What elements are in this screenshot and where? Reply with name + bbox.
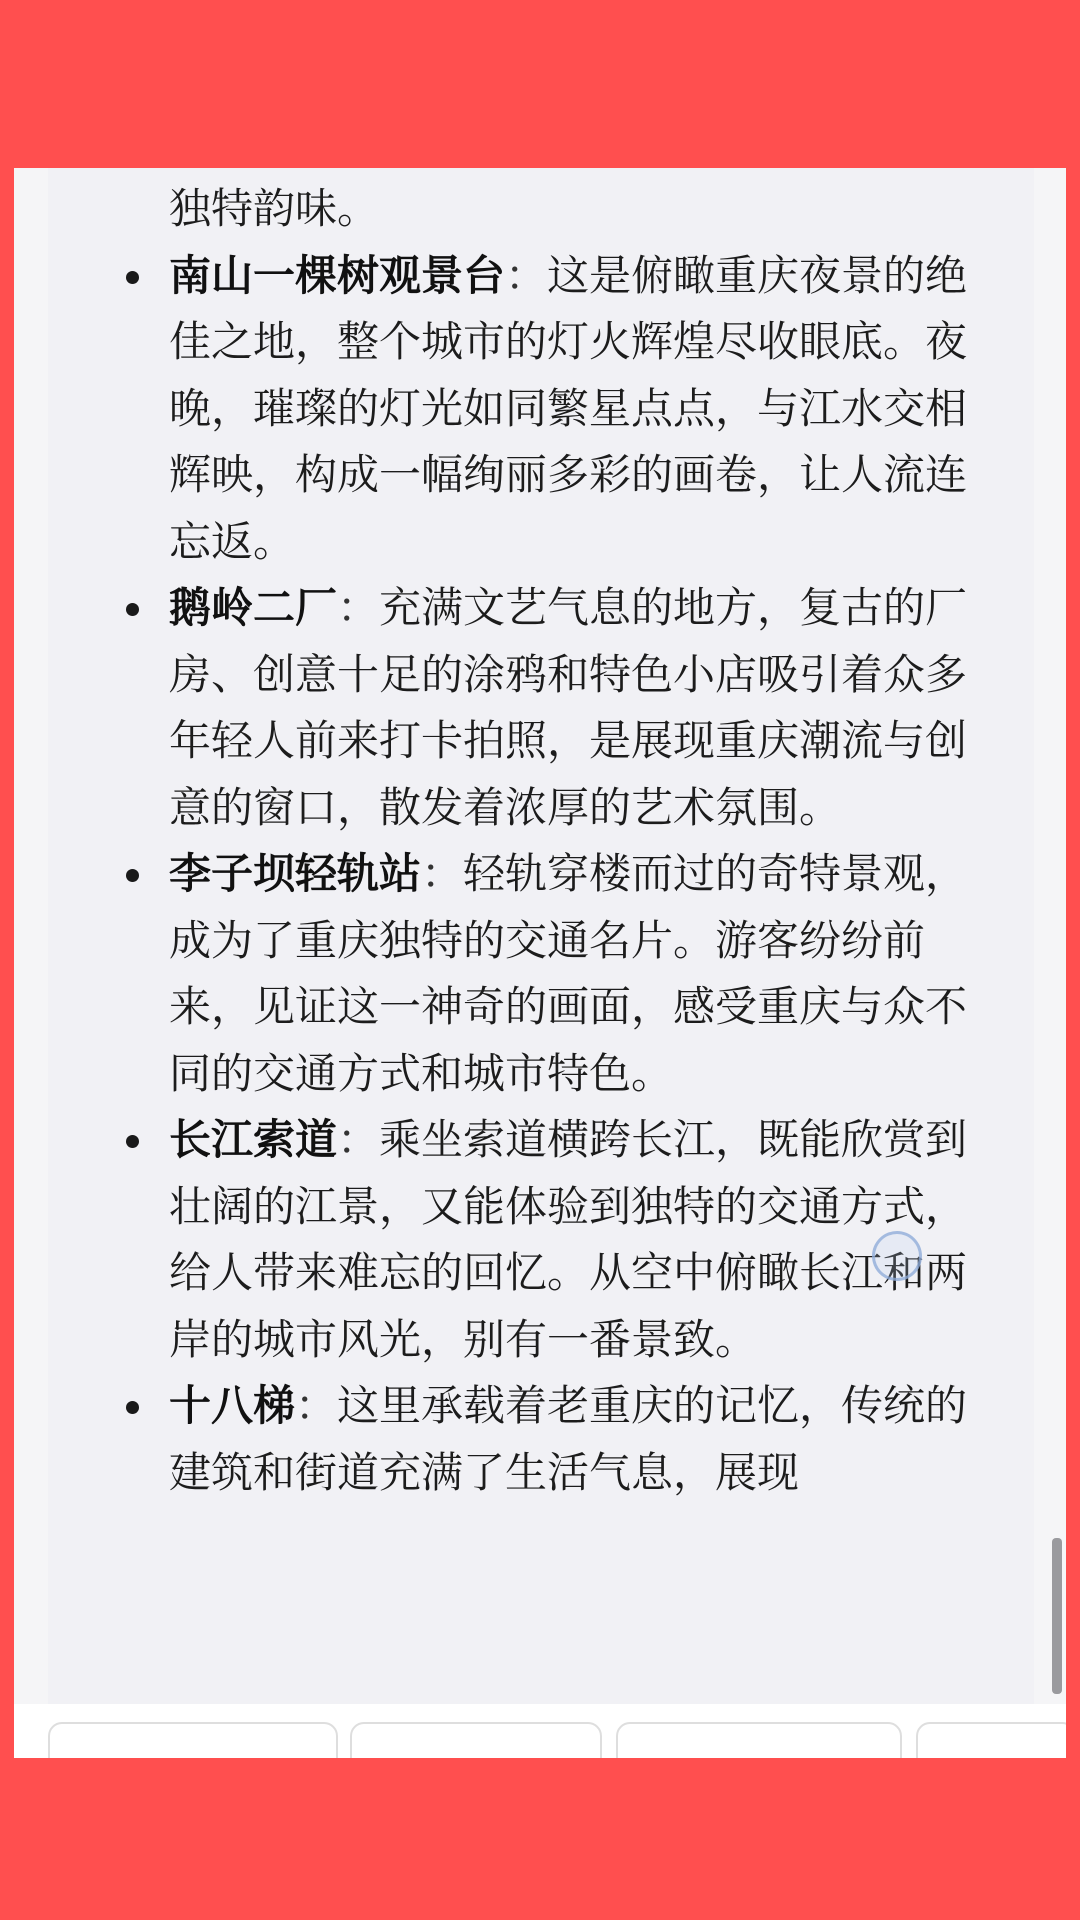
scrollbar-thumb[interactable] — [1052, 1538, 1062, 1694]
suggestion-chip[interactable] — [48, 1722, 338, 1758]
attraction-description: 这里承载着老重庆的记忆，传统的建筑和街道充满了生活气息，展现 — [169, 1381, 968, 1497]
attraction-description: 充满文艺气息的地方，复古的厂房、创意十足的涂鸦和特色小店吸引着众多年轻人前来打卡拍照，是展现重庆潮流与创意的窗口，散发着浓厚的艺术氛围。 — [169, 583, 968, 832]
screenshot-card — [14, 168, 1066, 1758]
list-item — [48, 1107, 969, 1373]
suggestion-chip[interactable] — [350, 1722, 602, 1758]
list-item — [48, 841, 969, 1107]
article-content[interactable] — [48, 168, 1034, 1704]
bullet-icon — [126, 869, 139, 882]
bullet-icon — [126, 1135, 139, 1148]
bullet-icon — [126, 271, 139, 284]
attraction-separator: ： — [337, 583, 380, 632]
list-item — [48, 243, 969, 576]
touch-indicator-icon — [872, 1231, 922, 1281]
attraction-name: 南山一棵树观景台 — [169, 250, 506, 300]
bottom-fade — [48, 1658, 1034, 1704]
bullet-icon — [126, 1401, 139, 1414]
suggestion-chip[interactable] — [916, 1722, 1066, 1758]
attraction-name: 长江索道 — [169, 1115, 338, 1164]
list-item — [48, 575, 969, 841]
attraction-name: 鹅岭二厂 — [169, 583, 338, 632]
suggestion-chips-bar — [14, 1704, 1066, 1758]
attraction-separator: ： — [337, 1115, 380, 1164]
attraction-name: 李子坝轻轨站 — [169, 849, 422, 898]
attraction-description: 乘坐索道横跨长江，既能欣赏到壮阔的江景，又能体验到独特的交通方式，给人带来难忘的回忆。从空中俯瞰长江和两岸的城市风光，别有一番景致。 — [169, 1115, 968, 1364]
attraction-separator: ： — [505, 250, 548, 300]
paragraph-continuation: 独特韵味。 — [169, 184, 380, 233]
attraction-list — [48, 243, 1008, 1507]
article-body — [48, 176, 1008, 1506]
attraction-separator: ： — [421, 849, 464, 898]
scrollbar[interactable] — [1044, 168, 1066, 1758]
bullet-icon — [126, 603, 139, 616]
attraction-description: 轻轨穿楼而过的奇特景观，成为了重庆独特的交通名片。游客纷纷前来，见证这一神奇的画面，感受重庆与众不同的交通方式和城市特色。 — [169, 849, 968, 1098]
list-item — [48, 1373, 969, 1506]
attraction-description: 这是俯瞰重庆夜景的绝佳之地，整个城市的灯火辉煌尽收眼底。夜晚，璀璨的灯光如同繁星点点，与江水交相辉映，构成一幅绚丽多彩的画卷，让人流连忘返。 — [169, 250, 968, 566]
suggestion-chip[interactable] — [616, 1722, 902, 1758]
attraction-name: 十八梯 — [169, 1381, 296, 1430]
attraction-separator: ： — [295, 1381, 338, 1430]
